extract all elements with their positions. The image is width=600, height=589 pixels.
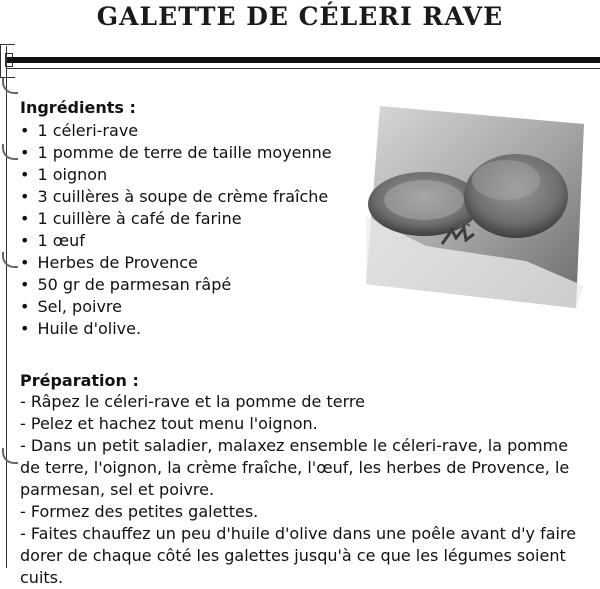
galette-right-highlight: [472, 160, 540, 200]
binder-hole-mark: [2, 252, 18, 268]
binder-hole-mark: [2, 78, 18, 94]
recipe-title: GALETTE DE CÉLERI RAVE: [96, 2, 504, 31]
ingredient-item: • 3 cuillères à soupe de crème fraîche: [20, 186, 332, 208]
ingredient-item: • 50 gr de parmesan râpé: [20, 274, 332, 296]
galette-left-highlight: [384, 180, 464, 220]
step-item: - Faites chauffez un peu d'huile d'olive dans une poêle avant d'y faire dorer de chaque côté les galettes jusqu'à ce que les légumes soient cuits.: [20, 524, 577, 587]
ingredient-item: • 1 cuillère à café de farine: [20, 208, 332, 230]
ingredients-heading: Ingrédients :: [20, 98, 136, 117]
ingredient-item: • Sel, poivre: [20, 296, 332, 318]
title-rule-thin: [6, 68, 600, 69]
ingredients-list: [20, 120, 332, 340]
ingredient-item: • 1 pomme de terre de taille moyenne: [20, 142, 332, 164]
galette-photo: [366, 96, 584, 308]
ingredient-item: • Herbes de Provence: [20, 252, 332, 274]
preparation-steps: [20, 391, 585, 589]
preparation-heading: Préparation :: [20, 371, 139, 390]
binder-hole-mark: [2, 448, 18, 464]
ingredient-item: • 1 œuf: [20, 230, 332, 252]
title-rule-thick: [6, 57, 600, 63]
step-item: - Dans un petit saladier, malaxez ensemble le céleri-rave, la pomme de terre, l'oignon, la crème fraîche, l'œuf, les herbes de Provence, le parmesan, sel et poivre.: [20, 436, 570, 499]
step-item: - Formez des petites galettes.: [20, 502, 259, 521]
step-item: - Pelez et hachez tout menu l'oignon.: [20, 414, 318, 433]
binder-hole-mark: [2, 144, 18, 160]
ingredient-item: • 1 céleri-rave: [20, 120, 332, 142]
step-item: - Râpez le céleri-rave et la pomme de terre: [20, 392, 365, 411]
left-margin-rule: [6, 46, 7, 568]
ingredient-item: • Huile d'olive.: [20, 318, 332, 340]
ingredient-item: • 1 oignon: [20, 164, 332, 186]
